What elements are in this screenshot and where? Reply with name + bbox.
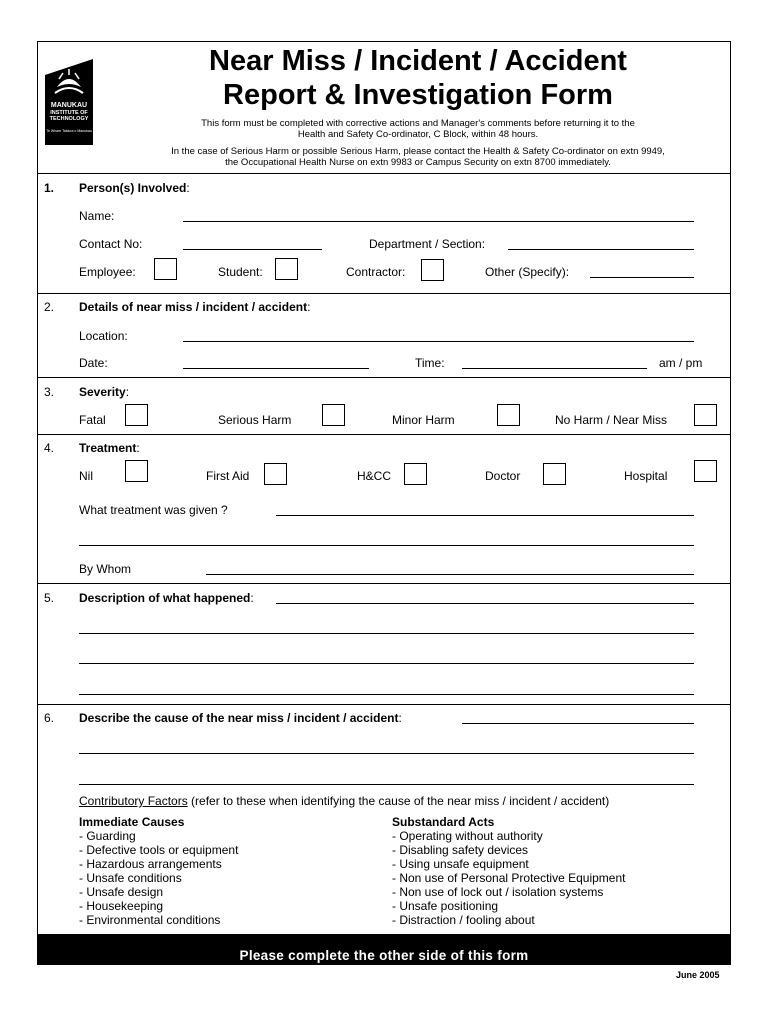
section5-title-text: Description of what happened: [79, 591, 251, 605]
contractor-checkbox[interactable]: [421, 259, 444, 281]
date-label: Date:: [79, 356, 108, 370]
description-field-line4[interactable]: [79, 694, 694, 695]
logo-text-line1: MANUKAU: [50, 102, 88, 109]
section5-number: 5.: [44, 591, 55, 605]
treatment-given-field-line2[interactable]: [79, 545, 694, 546]
list-item: - Unsafe conditions: [79, 871, 182, 885]
section2-number: 2.: [44, 300, 55, 314]
department-label: Department / Section:: [369, 237, 486, 251]
date-field[interactable]: [183, 368, 369, 369]
instruction-note2-line2: the Occupational Health Nurse on extn 9983 or Campus Security on extn 8700 immediately.: [225, 157, 611, 168]
logo-text-line2: INSTITUTE OF: [50, 110, 88, 116]
list-item: - Using unsafe equipment: [392, 857, 529, 871]
institute-logo: [43, 57, 95, 145]
footer-banner: Please complete the other side of this form: [37, 934, 731, 965]
list-item: - Hazardous arrangements: [79, 857, 222, 871]
first-aid-label: First Aid: [206, 469, 250, 483]
other-specify-field[interactable]: [590, 277, 694, 278]
instruction-note2-line1: In the case of Serious Harm or possible Serious Harm, please contact the Health & Safety Co-ordinator on extn 9949,: [171, 146, 665, 157]
section-divider: [37, 434, 731, 435]
employee-checkbox[interactable]: [154, 258, 177, 280]
section3-number: 3.: [44, 385, 55, 399]
contributory-factors-note: [79, 794, 609, 808]
contractor-label: Contractor:: [346, 265, 406, 279]
instruction-note1-line1: This form must be completed with corrective actions and Manager's comments before returning it to the: [201, 118, 635, 129]
list-item: - Unsafe positioning: [392, 899, 499, 913]
list-item: - Guarding: [79, 829, 136, 843]
section3-title-text: Severity: [79, 385, 126, 399]
contributory-factors-heading: Contributory Factors: [79, 794, 188, 808]
contributory-factors-text: (refer to these when identifying the cause of the near miss / incident / accident): [187, 794, 610, 808]
description-field-line1[interactable]: [276, 603, 694, 604]
list-item: - Defective tools or equipment: [79, 843, 239, 857]
section5-title: Description of what happened:: [79, 591, 254, 605]
hospital-label: Hospital: [624, 469, 668, 483]
minor-harm-label: Minor Harm: [392, 413, 455, 427]
contact-label: Contact No:: [79, 237, 143, 251]
contact-field[interactable]: [183, 249, 322, 250]
time-label: Time:: [415, 356, 445, 370]
list-item: - Housekeeping: [79, 899, 164, 913]
section1-title-text: Person(s) Involved: [79, 181, 187, 195]
section6-number: 6.: [44, 711, 55, 725]
section-divider: [37, 173, 731, 174]
section3-title: Severity:: [79, 385, 130, 399]
form-title-line1: Near Miss / Incident / Accident: [209, 45, 627, 77]
section1-title: Person(s) Involved:: [79, 181, 190, 195]
section-divider: [37, 704, 731, 705]
doctor-label: Doctor: [485, 469, 521, 483]
student-checkbox[interactable]: [275, 258, 298, 280]
doctor-checkbox[interactable]: [543, 463, 566, 485]
hcc-label: H&CC: [357, 469, 392, 483]
section4-title-text: Treatment: [79, 441, 137, 455]
no-harm-checkbox[interactable]: [694, 404, 717, 426]
section-divider: [37, 293, 731, 294]
by-whom-label: By Whom: [79, 562, 132, 576]
hcc-checkbox[interactable]: [404, 463, 427, 485]
list-item: - Non use of lock out / isolation systems: [392, 885, 604, 899]
treatment-given-field[interactable]: [276, 515, 694, 516]
immediate-causes-list: [79, 829, 238, 927]
logo-text-line3: TECHNOLOGY: [49, 116, 89, 122]
treatment-given-label: What treatment was given ?: [79, 503, 228, 517]
no-harm-label: No Harm / Near Miss: [555, 413, 668, 427]
section-divider: [37, 377, 731, 378]
other-label: Other (Specify):: [485, 265, 570, 279]
section6-title: Describe the cause of the near miss / incident / accident:: [79, 711, 402, 725]
list-item: - Distraction / fooling about: [392, 913, 535, 927]
nil-checkbox[interactable]: [125, 460, 148, 482]
fatal-checkbox[interactable]: [125, 404, 148, 426]
section2-title: Details of near miss / incident / accident:: [79, 300, 311, 314]
list-item: - Environmental conditions: [79, 913, 221, 927]
student-label: Student:: [218, 265, 263, 279]
am-pm-label: am / pm: [659, 356, 703, 370]
time-field[interactable]: [462, 368, 647, 369]
section6-title-text: Describe the cause of the near miss / incident / accident: [79, 711, 399, 725]
name-field[interactable]: [183, 221, 694, 222]
description-field-line3[interactable]: [79, 663, 694, 664]
list-item: - Unsafe design: [79, 885, 164, 899]
fatal-label: Fatal: [79, 413, 106, 427]
list-item: - Disabling safety devices: [392, 843, 529, 857]
list-item: - Non use of Personal Protective Equipment: [392, 871, 626, 885]
serious-harm-label: Serious Harm: [218, 413, 292, 427]
employee-label: Employee:: [79, 265, 136, 279]
logo-tagline: Te Whare Takiura o Manukau: [46, 129, 92, 133]
first-aid-checkbox[interactable]: [264, 463, 287, 485]
instruction-note1-line2: Health and Safety Co-ordinator, C Block, within 48 hours.: [297, 129, 539, 140]
hospital-checkbox[interactable]: [694, 460, 717, 482]
location-label: Location:: [79, 329, 128, 343]
revision-date: June 2005: [676, 970, 720, 980]
list-item: - Operating without authority: [392, 829, 543, 843]
section2-title-text: Details of near miss / incident / accident: [79, 300, 308, 314]
description-field-line2[interactable]: [79, 633, 694, 634]
section-divider: [37, 583, 731, 584]
substandard-acts-title: Substandard Acts: [392, 815, 495, 829]
name-label: Name:: [79, 209, 115, 223]
department-field[interactable]: [508, 249, 694, 250]
by-whom-field[interactable]: [206, 574, 694, 575]
form-title-line2: Report & Investigation Form: [223, 79, 613, 111]
section4-title: Treatment:: [79, 441, 140, 455]
nil-label: Nil: [79, 469, 93, 483]
substandard-acts-list: [392, 829, 625, 927]
cause-field-line3[interactable]: [79, 784, 694, 785]
immediate-causes-title: Immediate Causes: [79, 815, 185, 829]
location-field[interactable]: [183, 341, 694, 342]
cause-field-line2[interactable]: [79, 753, 694, 754]
cause-field-line1[interactable]: [462, 723, 694, 724]
section4-number: 4.: [44, 441, 55, 455]
section1-number: 1.: [44, 181, 55, 195]
minor-harm-checkbox[interactable]: [497, 404, 520, 426]
serious-harm-checkbox[interactable]: [322, 404, 345, 426]
